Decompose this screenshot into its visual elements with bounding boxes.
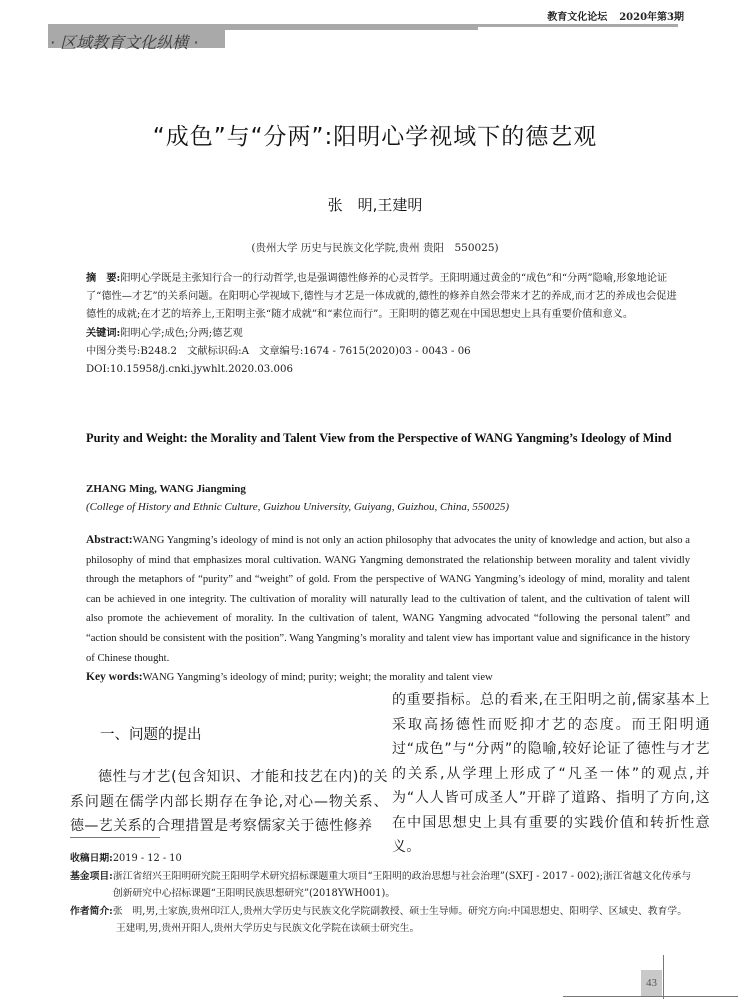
en-abstract-label: Abstract: <box>86 534 133 546</box>
article-authors: 张 明,王建明 <box>327 196 423 214</box>
english-title: Purity and Weight: the Morality and Talent View from the Perspective of WANG Yangming’s Ideology of Mind <box>86 431 672 445</box>
doc-code-value: A <box>241 346 249 357</box>
cn-keywords-text: 阳明心学;成色;分两;德艺观 <box>120 328 243 339</box>
cn-classification <box>86 343 682 361</box>
cn-doi <box>86 361 682 379</box>
bio-label: 作者简介: <box>70 905 113 917</box>
footnote-bio <box>70 903 700 921</box>
english-authors: ZHANG Ming, WANG Jiangming <box>86 483 246 495</box>
en-keywords <box>86 668 690 688</box>
cn-keywords <box>86 324 682 343</box>
body-column-right <box>392 688 710 860</box>
page-number-horizontal-rule <box>563 996 738 997</box>
fund-text: 浙江省绍兴王阳明研究院王阳明学术研究招标课题重大项目“王阳明的政治思想与社会治理”(SXFJ - 2017 - 002);浙江省越文化传承与创新研究中心招标课题“王阳明民族思想研究”(2018YWH001)。 <box>112 870 692 899</box>
received-date: 2019 - 12 - 10 <box>112 853 182 864</box>
footnote-fund <box>70 868 700 903</box>
body-paragraph: 的重要指标。总的看来,在王阳明之前,儒家基本上采取高扬德性而贬抑才艺的态度。而王阳明通过“成色”与“分两”的隐喻,较好论证了德性与才艺的关系,从学理上形成了“凡圣一体”的观点,并为“人人皆可成圣人”开辟了道路、指明了方向,这在中国思想史上具有重要的实践价值和转折性意义。 <box>392 692 710 855</box>
doi-value: 10.15958/j.cnki.jywhlt.2020.03.006 <box>109 364 293 375</box>
bio-text-2: 王建明,男,贵州开阳人,贵州大学历史与民族文化学院在读硕士研究生。 <box>116 923 420 934</box>
journal-name: 教育文化论坛 <box>547 12 608 23</box>
clc-value: B248.2 <box>140 346 178 357</box>
footnote-received <box>70 850 700 868</box>
chinese-abstract <box>86 269 682 379</box>
doi-label: DOI: <box>86 364 110 375</box>
cn-abstract-paragraph <box>86 269 682 324</box>
page-number-vertical-rule <box>663 955 664 999</box>
en-abstract-paragraph <box>86 531 690 668</box>
section-heading: 一、问题的提出 <box>100 727 202 743</box>
article-affiliation: (贵州大学 历史与民族文化学院,贵州 贵阳 550025) <box>251 242 499 254</box>
footnotes <box>70 850 700 938</box>
english-affiliation: (College of History and Ethnic Culture, Guizhou University, Guiyang, Guizhou, China, 550025) <box>86 501 510 513</box>
journal-header <box>547 8 684 23</box>
article-no-label: 文章编号: <box>259 346 304 357</box>
en-keywords-text: WANG Yangming’s ideology of mind; purity; weight; the morality and talent view <box>142 672 493 684</box>
cn-abstract-label: 摘 要: <box>86 272 121 284</box>
en-keywords-label: Key words: <box>86 671 143 684</box>
body-paragraph: 德性与才艺(包含知识、才能和技艺在内)的关系问题在儒学内部长期存在争论,对心—物关系、德—艺关系的合理措置是考察儒家关于德性修养 <box>70 769 388 834</box>
en-abstract-text: WANG Yangming’s ideology of mind is not only an action philosophy that advocates the unity of knowledge and action, but also a philosophy of mind that emphasizes moral cultivation. WANG Yangming demonstrated the relationship between morality and talent vividly through the metaphors of “purity” and “weight” of gold. From the perspective of WANG Yangming’s ideology of mind, morality and talent can be achieved in one integrity. The cultivation of morality will naturally lead to the cultivation of talent, and the cultivation of talent will also promote the achievement of morality. In the cultivation of talent, WANG Yangming advocated “following the personal talent” and “action should be consistent with the position”. Wang Yangming’s morality and talent view has important value and significance in the history of Chinese thought. <box>86 535 690 664</box>
bio-text-1: 张 明,男,土家族,贵州印江人,贵州大学历史与民族文化学院副教授、硕士生导师。研究方向:中国思想史、阳明学、区域史、教育学。 <box>112 905 687 917</box>
cn-keywords-label: 关键词: <box>86 327 121 339</box>
body-column-left <box>70 765 388 839</box>
footnote-divider <box>70 837 160 838</box>
english-abstract <box>86 531 690 688</box>
page-number: 43 <box>641 970 662 996</box>
cn-abstract-text: 阳明心学既是主张知行合一的行动哲学,也是强调德性修养的心灵哲学。王阳明通过黄金的“成色”和“分两”隐喻,形象地论证了“德性—才艺”的关系问题。在阳明心学视域下,德性与才艺是一体成就的,德性的修养自然会带来才艺的养成,而才艺的养成也会促进德性的成就;在才艺的培养上,王阳明主张“随才成就”和“素位而行”。王阳明的德艺观在中国思想史上具有重要价值和意义。 <box>86 273 677 320</box>
journal-issue: 2020年第3期 <box>619 12 684 23</box>
doc-code-label: 文献标识码: <box>187 346 242 357</box>
article-title: “成色”与“分两”:阳明心学视域下的德艺观 <box>152 124 598 150</box>
clc-label: 中图分类号: <box>86 346 141 357</box>
column-label: · 区域教育文化纵横 · <box>50 33 199 52</box>
fund-label: 基金项目: <box>70 870 113 882</box>
received-label: 收稿日期: <box>70 853 113 864</box>
article-no-value: 1674 - 7615(2020)03 - 0043 - 06 <box>303 346 471 357</box>
